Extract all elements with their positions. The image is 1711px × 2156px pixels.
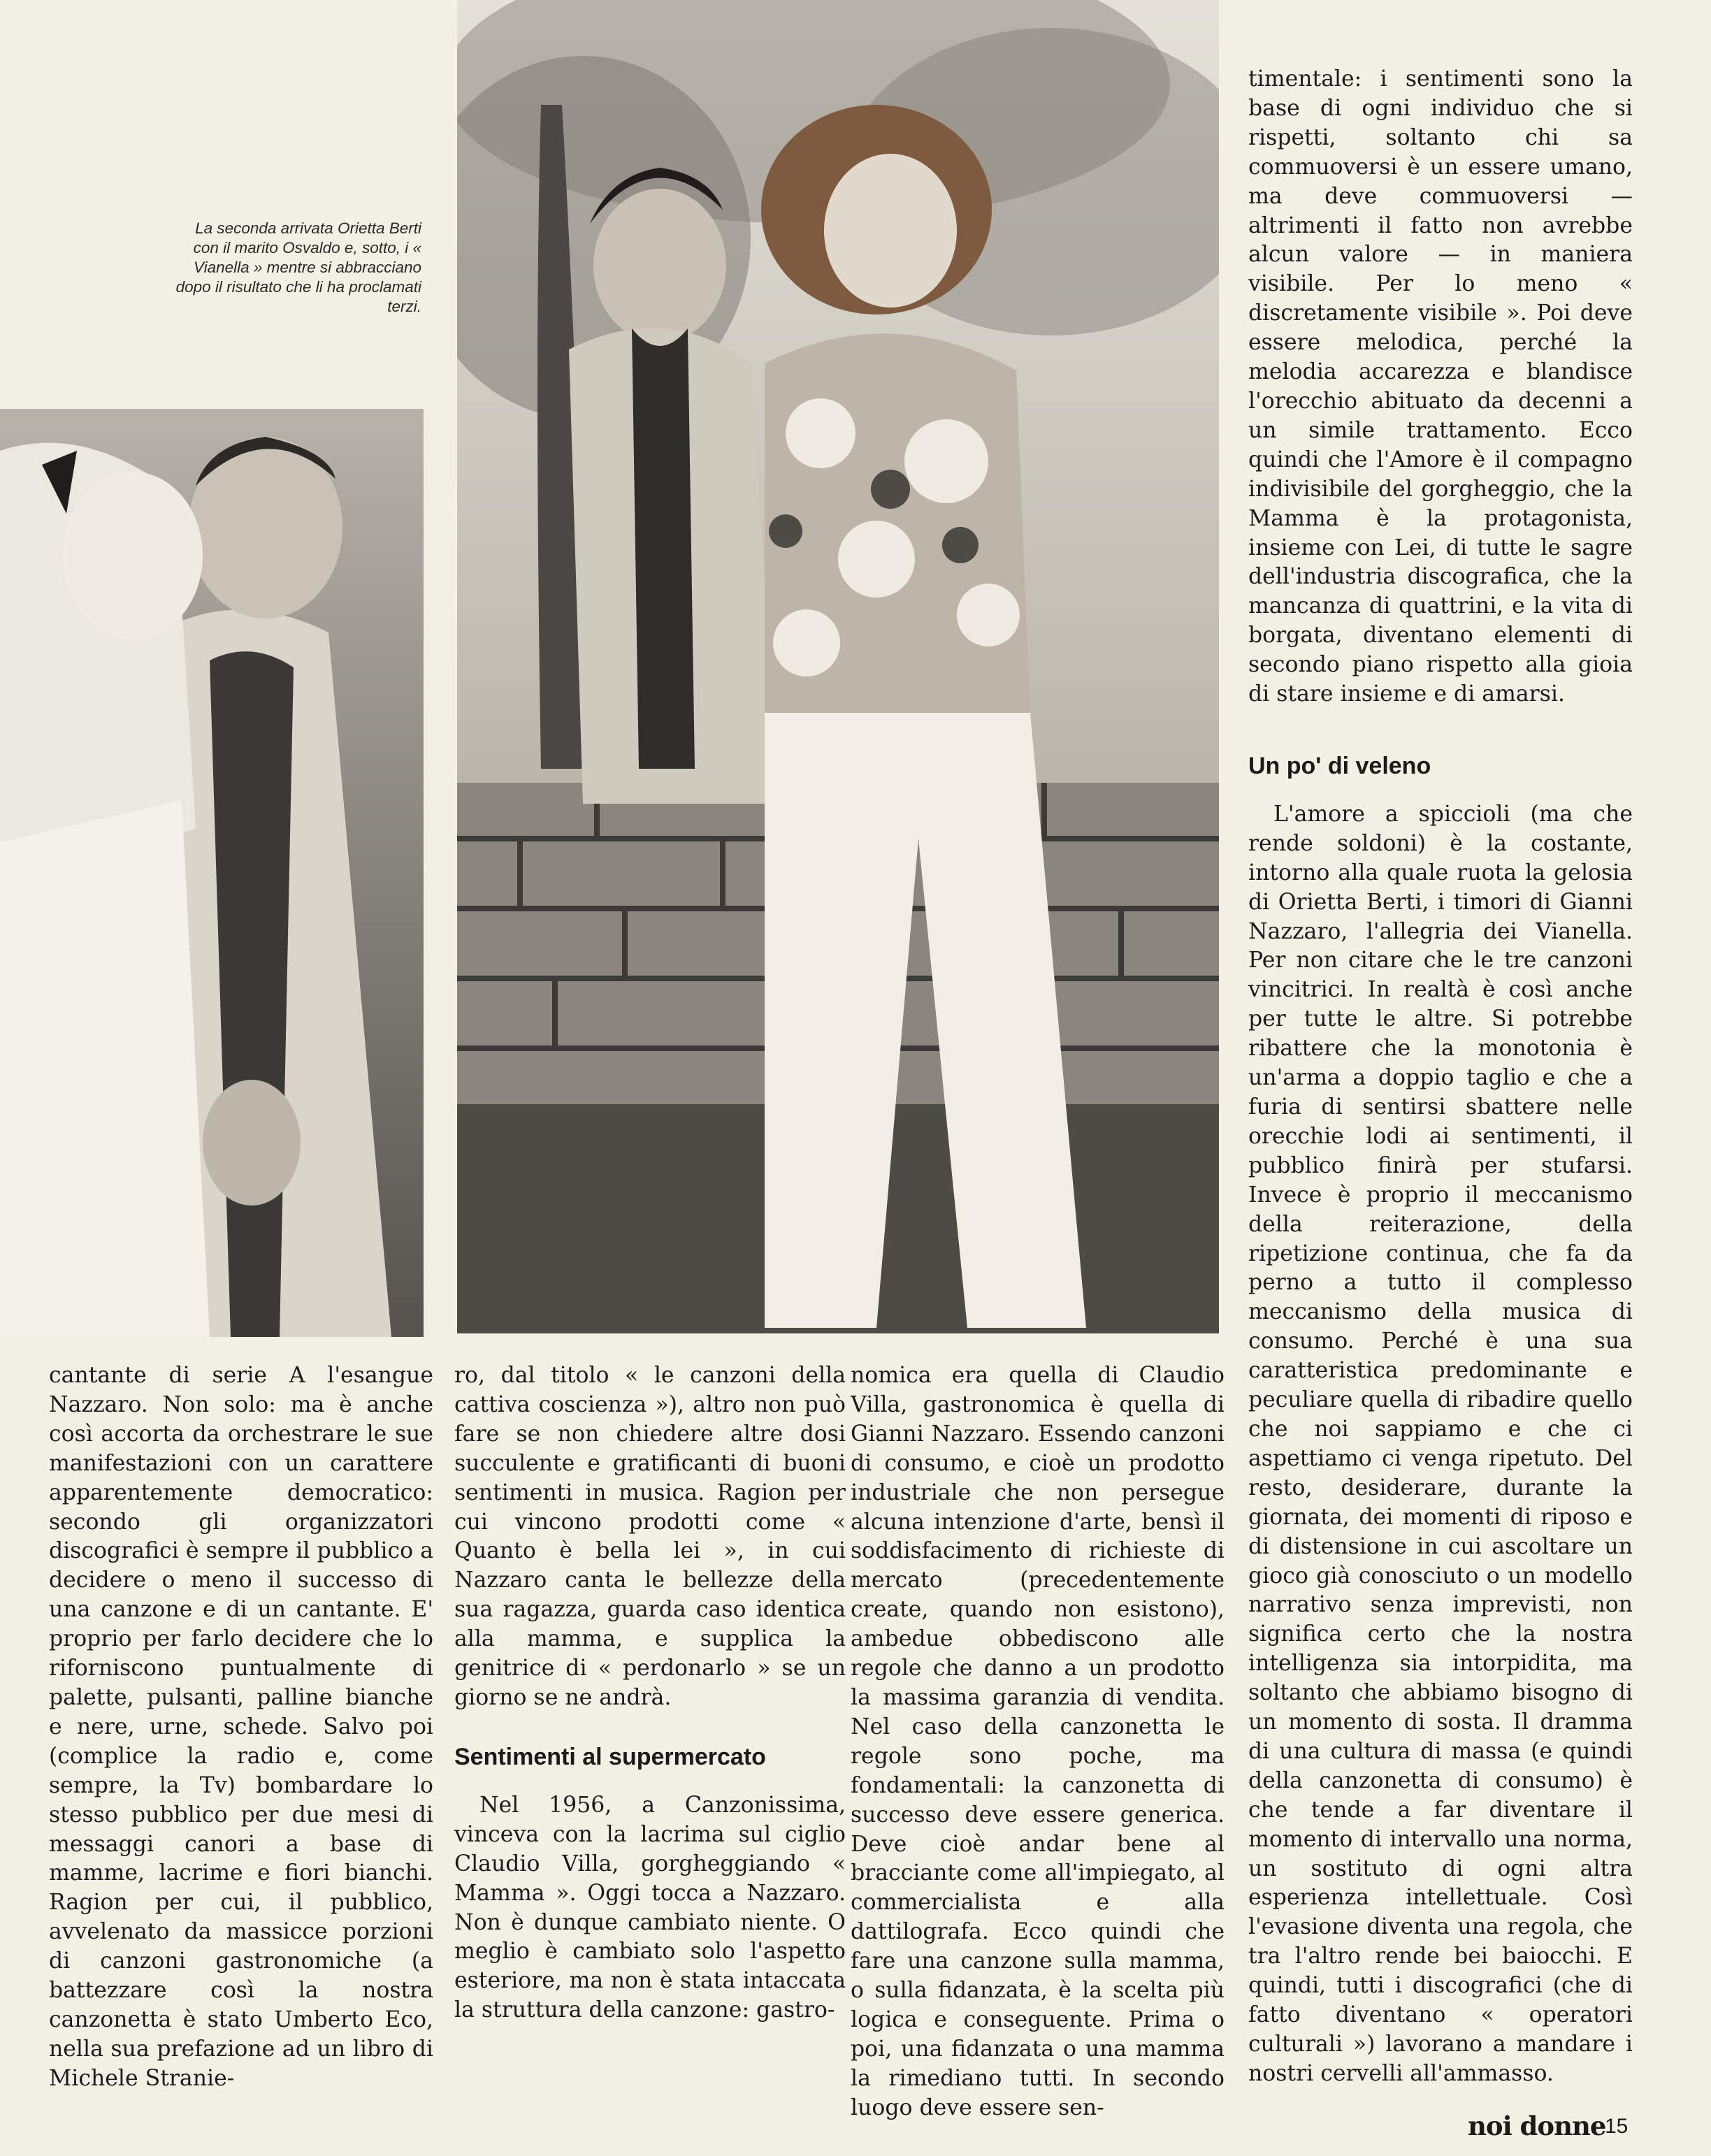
column-3-paragraph: nomica era quella di Claudio Villa, gastronomica è quella di Gianni Nazzaro. Essendo canzoni di consumo, e cioè un prodotto industriale che non persegue alcuna intenzione d'arte, bensì il soddisfacimento di richieste di mercato (precedentemente create, quando non esistono), ambedue obbediscono alle regole che danno a un prodotto la massima garanzia di vendita. Nel caso della canzonetta le regole sono poche, ma fondamentali: la canzonetta di successo deve essere generica. Deve cioè andar bene al bracciante come all'impiegato, al commercialista e alla dattilografa. Ecco quindi che fare una canzone sulla mamma, o sulla fidanzata, è la scelta più logica e conseguente. Prima o poi, una fidanzata o una mamma la rimediano tutti. In secondo luogo deve essere sen- — [851, 1363, 1225, 2120]
column-1 — [49, 1361, 433, 2094]
column-2-paragraph-2: Nel 1956, a Canzonissima, vinceva con la lacrima sul ciglio Claudio Villa, gorgheggiando « Mamma ». Oggi tocca a Nazzaro. Non è dunque cambiato niente. O meglio è cambiato solo l'aspetto esteriore, ma non è stata intaccata la struttura della canzone: gastro- — [454, 1792, 846, 2023]
photo-vianella-embrace — [0, 409, 424, 1337]
photo-orietta-berti-osvaldo — [457, 0, 1219, 1333]
photo-caption: La seconda arrivata Orietta Berti con il marito Osvaldo e, sotto, i « Vianella » mentre si abbracciano dopo il risultato che li ha proclamati terzi. — [175, 219, 421, 315]
column-4 — [1248, 65, 1633, 2089]
column-4-paragraph-1: timentale: i sentimenti sono la base di ogni individuo che si rispetti, soltanto chi sa commuoversi è un essere umano, ma deve commuoversi — altrimenti il fatto non avrebbe alcun valore — in maniera visibile. Per lo meno « discretamente visibile ». Poi deve essere melodica, perché la melodia accarezza e blandisce l'orecchio abituato da decenni a un simile trattamento. Ecco quindi che l'Amore è il compagno indivisibile del gorgheggio, che la Mamma è la protagonista, insieme con Lei, di tutte le sagre dell'industria discografica, che la mancanza di quattrini, e la vita di borgata, diventano elementi di secondo piano rispetto alla gioia di stare insieme e di amarsi. — [1248, 66, 1633, 707]
magazine-brand: noi donne — [1468, 2111, 1606, 2141]
column-3 — [851, 1361, 1225, 2123]
subheading-veleno: Un po' di veleno — [1248, 752, 1431, 779]
subheading-sentimenti: Sentimenti al supermercato — [454, 1743, 766, 1770]
column-2 — [454, 1361, 846, 2025]
photo-orietta-berti-osvaldo-image — [457, 0, 1219, 1333]
column-4-paragraph-2: L'amore a spiccioli (ma che rende soldoni) è la costante, intorno alla quale ruota la gelosia di Orietta Berti, i timori di Gianni Nazzaro, l'allegria dei Vianella. Per non citare che le tre canzoni vincitrici. In realtà è così anche per tutte le altre. Si potrebbe ribattere che la monotonia è un'arma a doppio taglio e che a furia di sentirsi sbattere nelle orecchie lodi ai sentimenti, il pubblico finirà per stufarsi. Invece è proprio il meccanismo della reiterazione, della ripetizione continua, che fa da perno a tutto il complesso meccanismo della musica di consumo. Perché è una sua caratteristica predominante e peculiare quella di ribadire quello che noi sappiamo e che ci aspettiamo ci venga ripetuto. Del resto, desiderare, durante la giornata, dei momenti di riposo e di distensione in cui ascoltare un gioco già conosciuto o un modello narrativo senza imprevisti, non significa certo che la nostra intelligenza sia intorpidita, ma soltanto che abbiamo bisogno di un momento di sosta. Il dramma di una cultura di massa (e quindi della canzonetta di consumo) è che tende a far diventare il momento di intervallo una norma, un sostituto di ogni altra esperienza intellettuale. Così l'evasione diventa una regola, che tra l'altro rende bei baiocchi. E quindi, tutti i discografici (che di fatto diventano « operatori culturali ») lavorano a mandare i nostri cervelli all'ammasso. — [1248, 801, 1633, 2086]
column-1-paragraph: cantante di serie A l'esangue Nazzaro. Non solo: ma è anche così accorta da orchestrare le sue manifestazioni con un carattere apparentemente democratico: secondo gli organizzatori discografici è sempre il pubblico a decidere o meno il successo di una canzone e di un cantante. E' proprio per farlo decidere che lo riforniscono puntualmente di palette, pulsanti, palline bianche e nere, urne, schede. Salvo poi (complice la radio e, come sempre, la Tv) bombardare lo stesso pubblico per due mesi di messaggi canori a base di mamme, lacrime e fiori bianchi. Ragion per cui, il pubblico, avvelenato da massicce porzioni di canzoni gastronomiche (a battezzare così la nostra canzonetta è stato Umberto Eco, nella sua prefazione ad un libro di Michele Stranie- — [49, 1363, 433, 2091]
photo-vianella-embrace-image — [0, 409, 424, 1337]
page-number: 15 — [1605, 2115, 1629, 2138]
column-2-paragraph-1: ro, dal titolo « le canzoni della cattiva coscienza »), altro non può fare se non chiedere altre dosi succulente e gratificanti di buoni sentimenti in musica. Ragion per cui vincono prodotti come « Quanto è bella lei », in cui Nazzaro canta le bellezze della sua ragazza, guarda caso identica alla mamma, e supplica la genitrice di « perdonarlo » se un giorno se ne andrà. — [454, 1363, 846, 1710]
